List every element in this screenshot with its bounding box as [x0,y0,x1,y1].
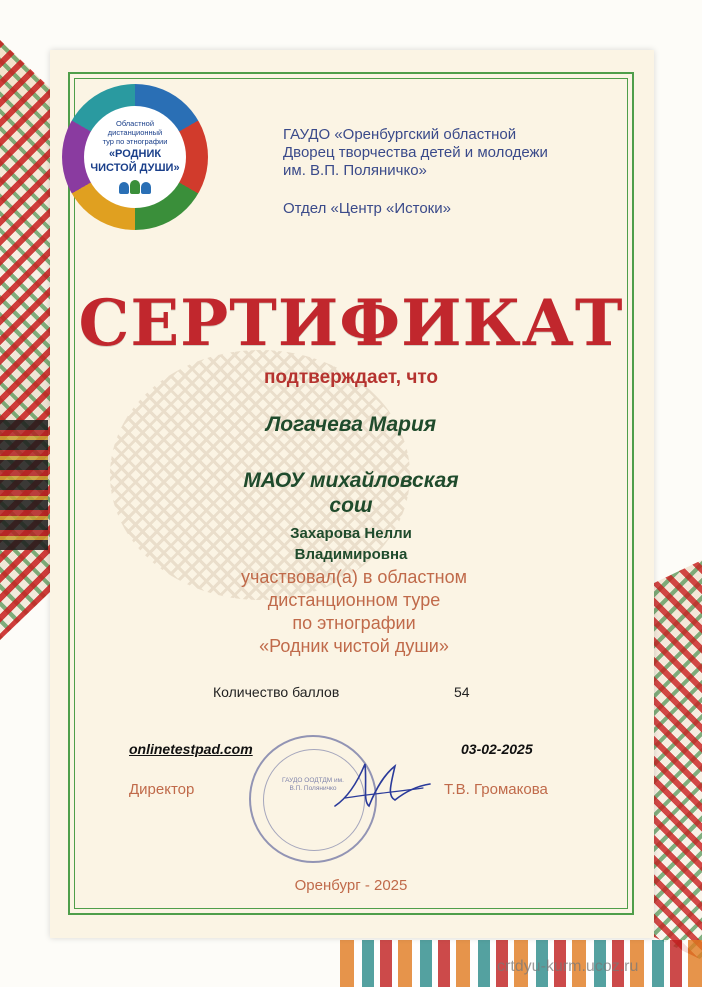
site-link[interactable]: onlinetestpad.com [129,741,253,757]
watermark: crtdyu-kurm.ucoz.ru [497,958,639,975]
director-label: Директор [129,781,195,798]
school-line-2: сош [329,494,373,517]
organization-name [283,126,548,180]
teacher-line-1: Захарова Нелли [290,525,412,542]
department-name: Отдел «Центр «Истоки» [283,200,451,217]
children-figures-icon [117,178,153,194]
director-signature [325,756,435,816]
logo-line-3: тур по этнографии [102,136,168,146]
teacher-line-2: Владимировна [294,546,408,563]
city-year: Оренбург - 2025 [294,877,408,894]
participation-line-1: участвовал(а) в областном [240,567,468,587]
participation-text [0,566,702,658]
teacher-name [0,523,702,565]
participation-line-3: по этнографии [292,613,416,633]
org-line-1: ГАУДО «Оренбургский областной [283,126,517,143]
logo-title-1: «РОДНИК [108,148,162,161]
contest-logo [62,84,208,230]
participant-name: Логачева Мария [265,413,437,436]
score-value: 54 [454,684,470,700]
school-name [0,468,702,518]
logo-line-2: дистанционный [107,128,163,138]
school-line-1: МАОУ михайловская [243,469,459,492]
org-line-3: им. В.П. Поляничко» [283,162,427,179]
participation-line-2: дистанционном туре [267,590,441,610]
logo-line-1: Областной [115,119,155,129]
stamp-text: ГАУДО ООДТДМ им. В.П. Поляничко [282,777,344,792]
logo-title-2: ЧИСТОЙ ДУШИ» [90,162,180,175]
confirms-text: подтверждает, что [263,367,439,388]
certificate-title: СЕРТИФИКАТ [78,286,624,361]
participation-line-4: «Родник чистой души» [259,636,449,656]
director-name: Т.В. Громакова [444,781,548,798]
score-label: Количество баллов [213,684,340,700]
org-line-2: Дворец творчества детей и молодежи [283,144,548,161]
issue-date: 03-02-2025 [461,741,533,757]
logo-center [84,106,186,208]
